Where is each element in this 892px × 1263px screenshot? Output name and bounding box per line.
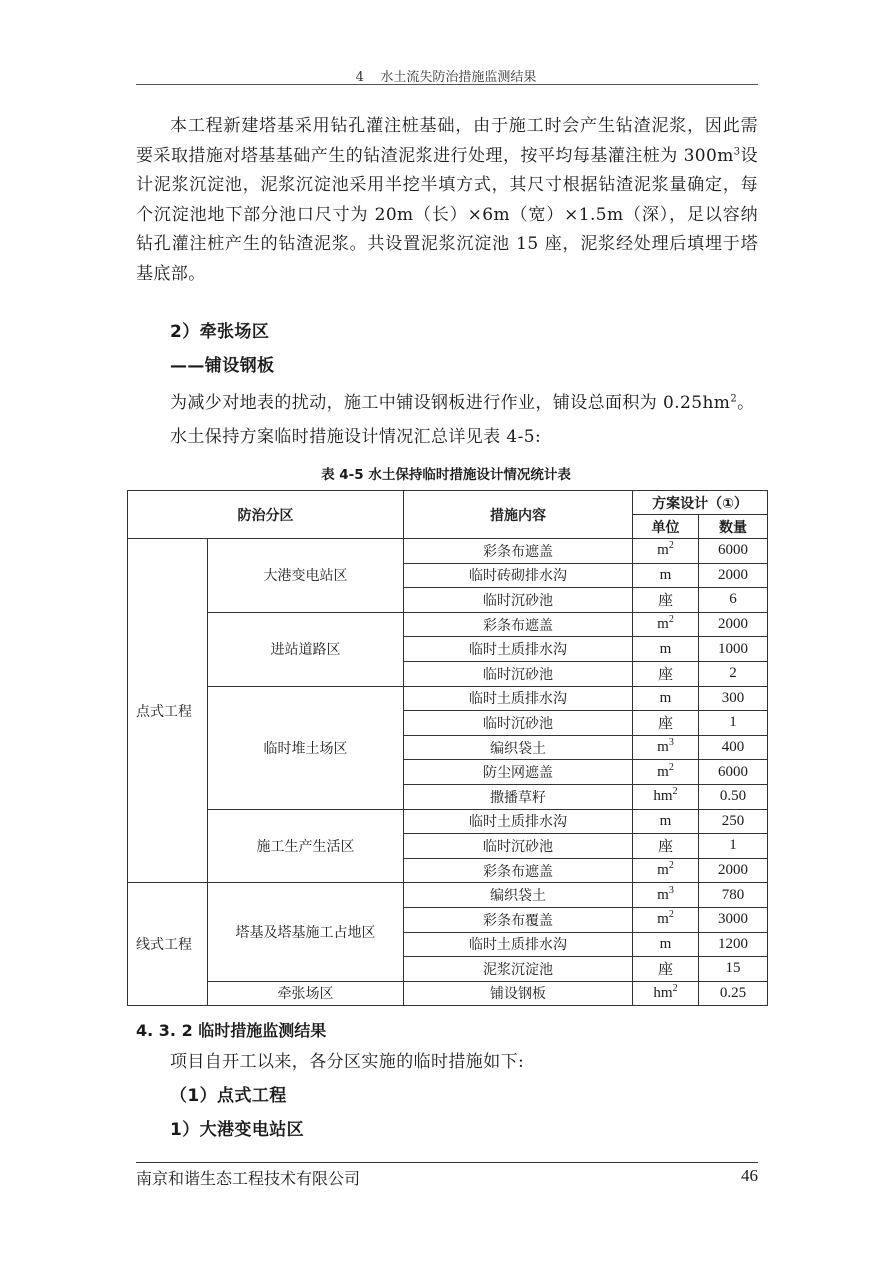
p1-text: 本工程新建塔基采用钻孔灌注桩基础，由于施工时会产生钻渣泥浆，因此需要采取措施对塔基基础产生的钻渣泥浆进行处理，按平均每基灌注桩为 300m bbox=[136, 116, 758, 166]
unit-superscript: 2 bbox=[668, 540, 674, 552]
quantity-cell: 2000 bbox=[699, 563, 768, 588]
measure-cell: 临时土质排水沟 bbox=[404, 932, 633, 957]
unit-text: 座 bbox=[657, 667, 673, 684]
quantity-cell: 0.25 bbox=[699, 981, 768, 1006]
group-cell: 线式工程 bbox=[128, 883, 208, 1006]
paragraph-table-ref: 水土保持方案临时措施设计情况汇总详见表 4-5: bbox=[170, 427, 542, 447]
chapter-title: 水土流失防治措施监测结果 bbox=[380, 70, 537, 85]
measure-cell: 撒播草籽 bbox=[404, 784, 633, 809]
measure-cell: 临时土质排水沟 bbox=[404, 809, 633, 834]
header-rule bbox=[136, 84, 758, 85]
unit-cell bbox=[633, 711, 699, 736]
quantity-cell: 1 bbox=[699, 711, 768, 736]
table-row bbox=[128, 612, 768, 637]
unit-text: m bbox=[657, 542, 669, 559]
measure-cell: 编织袋土 bbox=[404, 883, 633, 908]
quantity-cell: 15 bbox=[699, 957, 768, 982]
unit-text: hm bbox=[653, 984, 673, 1001]
unit-cell bbox=[633, 637, 699, 662]
quantity-cell: 6000 bbox=[699, 760, 768, 785]
unit-text: m bbox=[659, 689, 672, 706]
unit-text: m bbox=[657, 739, 669, 756]
unit-superscript: 2 bbox=[668, 909, 674, 921]
unit-text: m bbox=[657, 911, 669, 928]
page-number: 46 bbox=[741, 1166, 758, 1185]
subzone-cell: 进站道路区 bbox=[208, 612, 404, 686]
quantity-cell: 400 bbox=[699, 735, 768, 760]
chapter-number: 4 bbox=[355, 70, 364, 85]
quantity-cell: 1000 bbox=[699, 637, 768, 662]
unit-cell bbox=[633, 957, 699, 982]
measure-cell: 临时沉砂池 bbox=[404, 711, 633, 736]
header-design: 方案设计（①） bbox=[633, 491, 768, 515]
unit-text: 座 bbox=[657, 962, 673, 979]
paragraph-steel-plate bbox=[170, 389, 770, 419]
header-quantity: 数量 bbox=[699, 515, 768, 539]
footer-rule bbox=[136, 1162, 758, 1163]
quantity-cell: 250 bbox=[699, 809, 768, 834]
measure-cell: 泥浆沉淀池 bbox=[404, 957, 633, 982]
unit-cell bbox=[633, 612, 699, 637]
unit-superscript: 2 bbox=[668, 614, 674, 626]
unit-text: 座 bbox=[657, 716, 673, 733]
quantity-cell: 2000 bbox=[699, 858, 768, 883]
measure-cell: 临时土质排水沟 bbox=[404, 637, 633, 662]
paragraph-drilling-mud bbox=[136, 112, 758, 289]
header-unit: 单位 bbox=[633, 515, 699, 539]
subheading-dagang-substation: 1）大港变电站区 bbox=[170, 1120, 305, 1140]
unit-cell bbox=[633, 661, 699, 686]
measure-cell: 临时沉砂池 bbox=[404, 661, 633, 686]
quantity-cell: 3000 bbox=[699, 907, 768, 932]
heading-tension-area: 2）牵张场区 bbox=[170, 322, 270, 342]
quantity-cell: 2 bbox=[699, 661, 768, 686]
unit-text: 座 bbox=[657, 593, 673, 610]
unit-cell bbox=[633, 588, 699, 613]
unit-cell bbox=[633, 907, 699, 932]
unit-text: m bbox=[657, 886, 669, 903]
quantity-cell: 1200 bbox=[699, 932, 768, 957]
table-row bbox=[128, 883, 768, 908]
unit-cell bbox=[633, 883, 699, 908]
header-measure: 措施内容 bbox=[404, 491, 633, 539]
unit-text: m bbox=[659, 935, 672, 952]
table-caption: 表 4-5 水土保持临时措施设计情况统计表 bbox=[321, 467, 571, 483]
quantity-cell: 0.50 bbox=[699, 784, 768, 809]
measure-cell: 临时土质排水沟 bbox=[404, 686, 633, 711]
unit-superscript: 2 bbox=[668, 761, 674, 773]
measure-cell: 彩条布遮盖 bbox=[404, 539, 633, 564]
p2-end: 。 bbox=[737, 393, 755, 413]
quantity-cell: 6 bbox=[699, 588, 768, 613]
temporary-measures-table bbox=[127, 490, 768, 1006]
unit-text: m bbox=[659, 640, 672, 657]
header-zone: 防治分区 bbox=[128, 491, 404, 539]
p1-cont: 设计泥浆沉淀池，泥浆沉淀池采用半挖半填方式，其尺寸根据钻渣泥浆量确定，每个沉淀池地下部分池口尺寸为 20m（长）×6m（宽）×1.5m（深），足以容纳钻孔灌注桩产生的钻渣泥浆。共设置泥浆沉淀池 15 座，泥浆经处理后填埋于塔基底部。 bbox=[136, 145, 758, 284]
unit-cell bbox=[633, 809, 699, 834]
unit-cell bbox=[633, 686, 699, 711]
unit-cell bbox=[633, 981, 699, 1006]
running-header bbox=[0, 66, 892, 85]
unit-superscript: 3 bbox=[668, 884, 674, 896]
unit-text: m bbox=[657, 616, 669, 633]
measure-cell: 临时沉砂池 bbox=[404, 588, 633, 613]
table-row bbox=[128, 539, 768, 564]
unit-text: hm bbox=[653, 788, 673, 805]
measure-cell: 编织袋土 bbox=[404, 735, 633, 760]
group-cell: 点式工程 bbox=[128, 539, 208, 883]
quantity-cell: 2000 bbox=[699, 612, 768, 637]
measure-cell: 临时沉砂池 bbox=[404, 834, 633, 859]
unit-text: m bbox=[659, 566, 672, 583]
unit-text: m bbox=[657, 862, 669, 879]
table-row bbox=[128, 809, 768, 834]
unit-cell bbox=[633, 858, 699, 883]
measure-cell: 彩条布覆盖 bbox=[404, 907, 633, 932]
unit-cell bbox=[633, 735, 699, 760]
measure-cell: 防尘网遮盖 bbox=[404, 760, 633, 785]
p2-sup: 2 bbox=[730, 393, 738, 405]
measure-cell: 临时砖砌排水沟 bbox=[404, 563, 633, 588]
subzone-cell: 施工生产生活区 bbox=[208, 809, 404, 883]
unit-cell bbox=[633, 539, 699, 564]
unit-superscript: 2 bbox=[668, 860, 674, 872]
section-heading: 4. 3. 2 临时措施监测结果 bbox=[136, 1021, 327, 1040]
unit-superscript: 2 bbox=[672, 982, 678, 994]
measure-cell: 彩条布遮盖 bbox=[404, 612, 633, 637]
p1-sup: 3 bbox=[733, 145, 741, 157]
unit-cell bbox=[633, 760, 699, 785]
quantity-cell: 300 bbox=[699, 686, 768, 711]
subzone-cell: 大港变电站区 bbox=[208, 539, 404, 613]
quantity-cell: 1 bbox=[699, 834, 768, 859]
unit-text: m bbox=[659, 812, 672, 829]
subzone-cell: 塔基及塔基施工占地区 bbox=[208, 883, 404, 981]
subheading-point-works: （1）点式工程 bbox=[170, 1086, 287, 1106]
unit-cell bbox=[633, 784, 699, 809]
table-row bbox=[128, 686, 768, 711]
unit-superscript: 3 bbox=[668, 737, 674, 749]
subzone-cell: 临时堆土场区 bbox=[208, 686, 404, 809]
unit-text: 座 bbox=[657, 839, 673, 856]
unit-text: m bbox=[657, 763, 669, 780]
heading-steel-plate: ——铺设钢板 bbox=[170, 356, 275, 376]
quantity-cell: 6000 bbox=[699, 539, 768, 564]
measure-cell: 彩条布遮盖 bbox=[404, 858, 633, 883]
unit-cell bbox=[633, 932, 699, 957]
section-intro: 项目自开工以来，各分区实施的临时措施如下: bbox=[170, 1052, 525, 1072]
unit-cell bbox=[633, 563, 699, 588]
quantity-cell: 780 bbox=[699, 883, 768, 908]
table-row bbox=[128, 981, 768, 1006]
unit-superscript: 2 bbox=[672, 786, 678, 798]
unit-cell bbox=[633, 834, 699, 859]
subzone-cell: 牵张场区 bbox=[208, 981, 404, 1006]
p2-text: 为减少对地表的扰动，施工中铺设钢板进行作业，铺设总面积为 0.25hm bbox=[170, 393, 731, 413]
measure-cell: 铺设钢板 bbox=[404, 981, 633, 1006]
footer-company: 南京和谐生态工程技术有限公司 bbox=[136, 1169, 361, 1188]
